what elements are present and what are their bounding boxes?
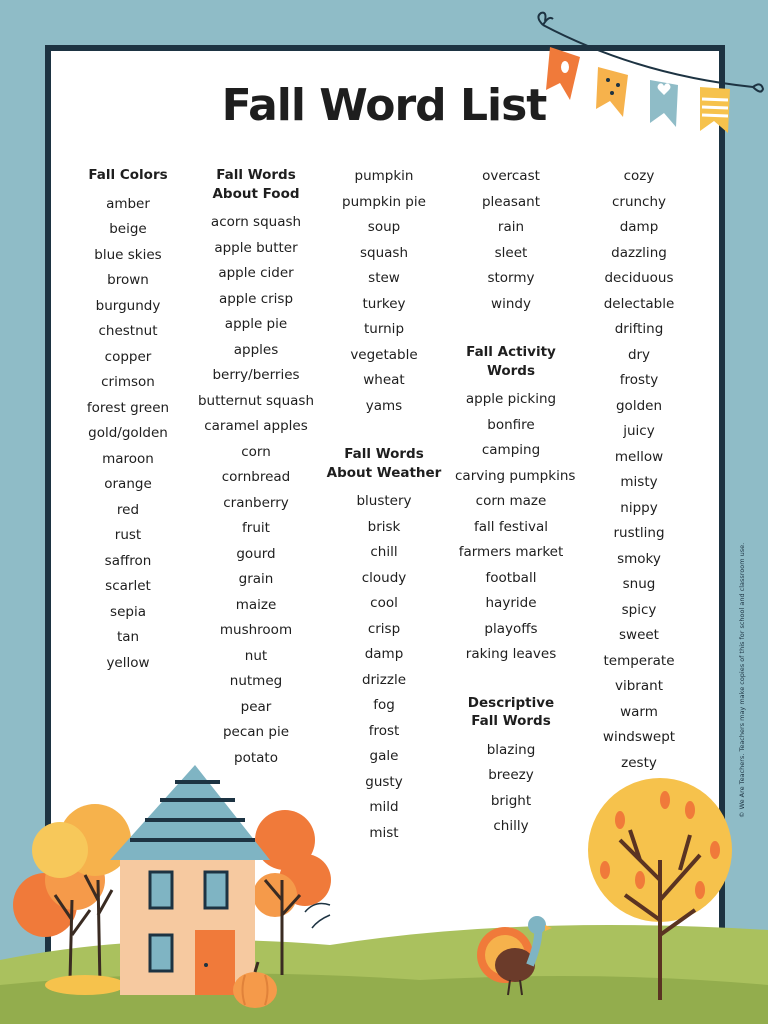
word-item: red (116, 501, 140, 518)
word-item: delectable (603, 295, 675, 312)
word-item: nippy (620, 499, 658, 516)
word-item: corn (241, 443, 271, 460)
word-item: rain (497, 219, 525, 235)
word-item: windy (491, 295, 531, 312)
word-item: spicy (621, 601, 657, 618)
word-column-3 (322, 164, 446, 846)
word-item: brown (107, 272, 149, 288)
word-item: golden (615, 397, 662, 414)
word-item: pumpkin pie (342, 193, 426, 210)
word-item: potato (234, 749, 278, 766)
word-item: orange (104, 476, 152, 492)
word-item: windswept (602, 729, 676, 745)
word-item: smoky (617, 550, 661, 567)
word-item: butternut squash (197, 392, 315, 409)
word-item: misty (620, 474, 658, 490)
word-item: caramel apples (204, 418, 308, 434)
word-item: pleasant (481, 193, 541, 210)
word-item: stormy (487, 270, 535, 286)
word-item: berry/berries (212, 367, 300, 383)
word-item: copper (104, 348, 152, 365)
word-item: gold/golden (88, 425, 168, 441)
word-item: apple butter (214, 239, 298, 256)
word-item: apple pie (224, 316, 288, 332)
word-item: damp (619, 219, 659, 235)
word-item: deciduous (604, 270, 674, 286)
section-heading: Descriptive Fall Words (467, 694, 555, 729)
section-gap (455, 668, 567, 692)
word-item: chill (370, 544, 398, 560)
word-item: breezy (488, 767, 534, 783)
word-column-2 (194, 164, 318, 771)
section-heading: Fall Words About Weather (326, 446, 442, 481)
word-item: cool (370, 595, 398, 611)
word-item: corn maze (475, 493, 547, 509)
word-item: chestnut (98, 323, 158, 339)
word-item: carving pumpkins (455, 467, 576, 484)
word-item: overcast (482, 168, 540, 184)
word-item: drifting (614, 321, 664, 337)
word-item: sleet (494, 244, 528, 261)
word-item: burgundy (95, 297, 161, 314)
word-item: pecan pie (222, 724, 290, 740)
word-item: gale (369, 748, 399, 764)
word-item: brisk (367, 518, 401, 535)
word-item: fruit (242, 520, 270, 536)
word-item: dry (627, 346, 651, 363)
word-item: cozy (623, 168, 655, 184)
word-item: snug (622, 576, 656, 592)
word-item: dazzling (611, 244, 667, 261)
word-item: maize (235, 596, 277, 613)
word-item: turnip (363, 321, 405, 337)
word-item: crisp (367, 620, 401, 637)
word-item: mist (369, 824, 399, 841)
word-item: nutmeg (229, 673, 283, 689)
word-item: saffron (104, 552, 152, 569)
word-item: stew (368, 270, 400, 286)
word-item: scarlet (105, 578, 151, 594)
word-item: yams (365, 397, 403, 414)
word-item: frost (368, 722, 400, 739)
word-item: beige (109, 221, 147, 237)
word-item: temperate (603, 652, 675, 669)
word-item: fog (373, 697, 395, 713)
word-item: wheat (363, 372, 405, 388)
word-item: hayride (485, 595, 537, 611)
word-item: acorn squash (210, 214, 302, 230)
word-item: camping (481, 442, 541, 458)
word-column-5 (582, 164, 696, 776)
word-item: soup (367, 219, 401, 235)
word-item: apple cider (218, 265, 294, 281)
word-item: drizzle (361, 671, 407, 688)
word-item: amber (106, 195, 150, 212)
word-item: pumpkin (354, 168, 414, 184)
word-item: rustling (613, 525, 665, 541)
word-item: nut (244, 647, 268, 664)
word-item: grain (238, 571, 274, 587)
word-item: squash (359, 244, 409, 261)
word-item: football (485, 569, 537, 586)
word-item: zesty (621, 754, 657, 771)
word-item: chilly (493, 818, 529, 834)
word-item: crunchy (611, 193, 667, 210)
word-item: farmers market (458, 544, 564, 560)
word-item: blazing (486, 741, 536, 758)
word-item: gourd (236, 545, 276, 562)
word-item: sepia (110, 603, 146, 620)
word-item: blue skies (94, 246, 162, 263)
word-item: rust (114, 527, 142, 543)
word-item: juicy (623, 423, 655, 439)
word-item: playoffs (484, 620, 538, 637)
page-title: Fall Word List (221, 80, 547, 131)
word-item: mild (369, 799, 399, 815)
word-item: apple picking (465, 391, 557, 407)
word-item: fall festival (474, 518, 548, 535)
section-heading: Fall Activity Words (466, 344, 556, 379)
word-item: vegetable (350, 346, 418, 363)
section-heading: Fall Colors (88, 167, 168, 183)
word-item: frosty (619, 372, 659, 388)
section-gap (322, 419, 446, 443)
word-item: bright (490, 792, 532, 809)
word-item: raking leaves (465, 646, 557, 662)
word-column-1 (72, 164, 184, 676)
word-item: apple crisp (218, 290, 294, 307)
word-item: apples (233, 341, 279, 358)
word-item: maroon (102, 450, 154, 467)
word-item: turkey (362, 295, 406, 312)
word-item: blustery (356, 493, 412, 509)
word-column-4 (455, 164, 576, 840)
word-item: cranberry (223, 494, 289, 511)
copyright-notice: © We Are Teachers. Teachers may make copies of this for school and classroom use. (738, 542, 746, 818)
word-item: crimson (101, 374, 155, 390)
word-item: warm (620, 703, 658, 720)
word-item: cloudy (361, 569, 407, 586)
word-item: mellow (614, 448, 664, 465)
word-item: bonfire (487, 416, 535, 433)
word-item: forest green (86, 399, 170, 416)
word-item: vibrant (615, 678, 663, 694)
word-item: tan (116, 629, 140, 645)
section-heading: Fall Words About Food (212, 167, 300, 202)
word-item: damp (364, 646, 404, 662)
word-item: pear (240, 698, 272, 715)
word-item: mushroom (219, 622, 293, 638)
section-gap (455, 317, 567, 341)
word-item: cornbread (221, 469, 291, 485)
word-item: yellow (106, 654, 150, 671)
word-item: gusty (365, 773, 403, 790)
word-item: sweet (619, 627, 659, 643)
